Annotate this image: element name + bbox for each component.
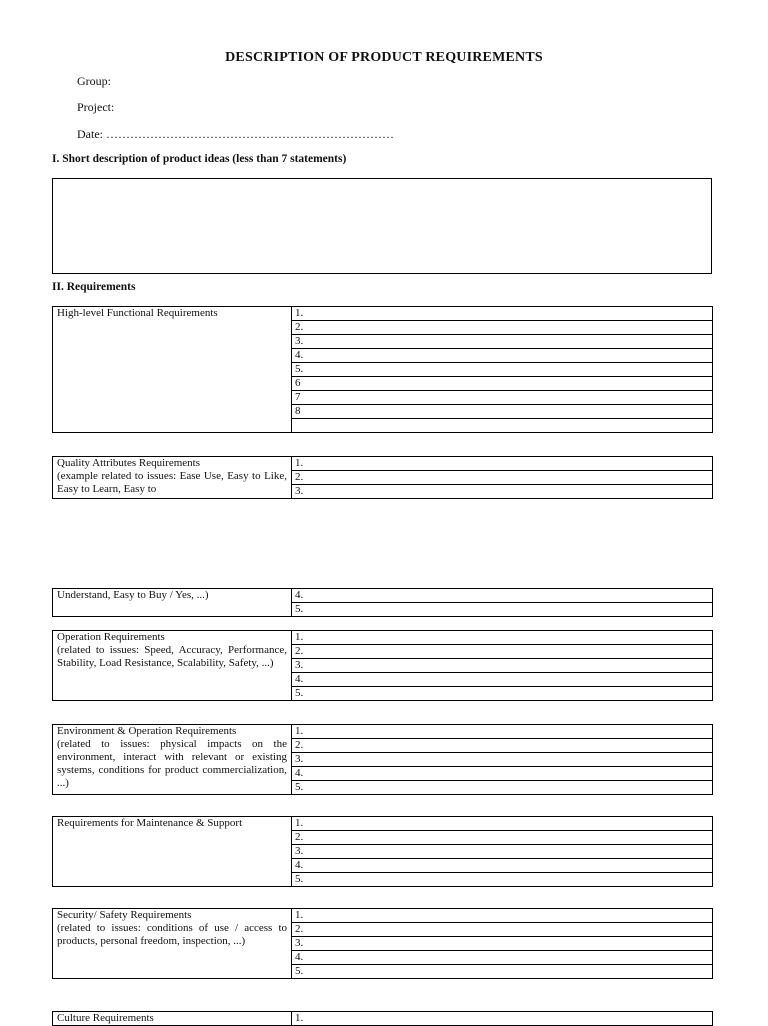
requirement-label: Security/ Safety Requirements: [57, 909, 192, 921]
requirement-entry-cell[interactable]: 5.: [292, 965, 713, 979]
maintenance-label-cell: [53, 817, 292, 887]
table-row: [53, 725, 713, 739]
requirement-entry-cell[interactable]: 5.: [292, 603, 713, 617]
requirement-entry-cell[interactable]: 2.: [292, 321, 713, 335]
culture-label-cell: [53, 1012, 292, 1026]
table-row: [53, 1012, 713, 1026]
requirement-entry-cell[interactable]: [292, 419, 713, 433]
date-field[interactable]: Date: ………………………………………………………………: [77, 127, 394, 141]
requirement-entry-cell[interactable]: 4.: [292, 673, 713, 687]
environment-requirements-table: [52, 724, 713, 795]
requirement-description: (related to issues: conditions of use / access to products, personal freedom, inspection, ...): [57, 922, 287, 947]
requirement-entry-cell[interactable]: 2.: [292, 645, 713, 659]
table-row: [53, 817, 713, 831]
operation-label-cell: [53, 631, 292, 701]
environment-label-cell: [53, 725, 292, 795]
requirement-entry-cell[interactable]: 5.: [292, 781, 713, 795]
table-row: [53, 909, 713, 923]
requirement-label: Operation Requirements: [57, 631, 165, 643]
requirement-description: (example related to issues: Ease Use, Easy to Like, Easy to Learn, Easy to: [57, 470, 287, 495]
requirement-entry-cell[interactable]: 1.: [292, 307, 713, 321]
requirement-entry-cell[interactable]: 2.: [292, 739, 713, 753]
requirement-entry-cell[interactable]: 1.: [292, 817, 713, 831]
requirement-entry-cell[interactable]: 6: [292, 377, 713, 391]
requirement-entry-cell[interactable]: 8: [292, 405, 713, 419]
requirement-entry-cell[interactable]: 1.: [292, 457, 713, 471]
requirement-entry-cell[interactable]: 1.: [292, 909, 713, 923]
security-label-cell: [53, 909, 292, 979]
requirement-entry-cell[interactable]: 4.: [292, 859, 713, 873]
requirement-entry-cell[interactable]: 3.: [292, 335, 713, 349]
security-requirements-table: [52, 908, 713, 979]
group-field[interactable]: Group:: [77, 74, 111, 88]
project-field[interactable]: Project:: [77, 100, 115, 114]
quality-continued-requirements-table: [52, 588, 713, 617]
requirement-entry-cell[interactable]: 4.: [292, 349, 713, 363]
requirement-entry-cell[interactable]: 3.: [292, 659, 713, 673]
requirement-entry-cell[interactable]: 1.: [292, 725, 713, 739]
requirement-entry-cell[interactable]: 4.: [292, 589, 713, 603]
requirement-entry-cell[interactable]: 4.: [292, 951, 713, 965]
requirement-description: (related to issues: Speed, Accuracy, Performance, Stability, Load Resistance, Scalability, Safety, ...): [57, 644, 287, 669]
requirement-label: Environment & Operation Requirements: [57, 725, 237, 737]
requirement-entry-cell[interactable]: 4.: [292, 767, 713, 781]
quality-label-cell: [53, 457, 292, 499]
product-ideas-box[interactable]: [52, 178, 712, 274]
requirement-entry-cell[interactable]: 5.: [292, 873, 713, 887]
section-heading-requirements: II. Requirements: [52, 281, 136, 293]
page-title: DESCRIPTION OF PRODUCT REQUIREMENTS: [225, 50, 543, 65]
maintenance-requirements-table: [52, 816, 713, 887]
quality-continued-label-cell: [53, 589, 292, 617]
requirement-entry-cell[interactable]: 2.: [292, 923, 713, 937]
quality-requirements-table: [52, 456, 713, 499]
table-row: [53, 631, 713, 645]
requirement-label: High-level Functional Requirements: [57, 307, 218, 319]
functional-label-cell: [53, 307, 292, 433]
table-row: [53, 589, 713, 603]
requirement-entry-cell[interactable]: 3.: [292, 845, 713, 859]
requirement-entry-cell[interactable]: 3.: [292, 937, 713, 951]
operation-requirements-table: [52, 630, 713, 701]
requirement-entry-cell[interactable]: 3.: [292, 753, 713, 767]
table-row: [53, 307, 713, 321]
requirement-label: Quality Attributes Requirements: [57, 457, 200, 469]
requirement-entry-cell[interactable]: 5.: [292, 687, 713, 701]
requirement-description: (related to issues: physical impacts on the environment, interact with relevant or existing systems, conditions for product commercialization, ...): [57, 738, 287, 789]
requirement-entry-cell[interactable]: 5.: [292, 363, 713, 377]
requirement-label: Requirements for Maintenance & Support: [57, 817, 243, 829]
requirement-entry-cell[interactable]: 7: [292, 391, 713, 405]
requirement-entry-cell[interactable]: 1.: [292, 631, 713, 645]
section-heading-short-description: I. Short description of product ideas (less than 7 statements): [52, 153, 347, 165]
functional-requirements-table: [52, 306, 713, 433]
table-row: [53, 457, 713, 471]
requirement-entry-cell[interactable]: 1.: [292, 1012, 713, 1026]
requirement-entry-cell[interactable]: 3.: [292, 485, 713, 499]
requirement-entry-cell[interactable]: 2.: [292, 831, 713, 845]
requirement-label: Culture Requirements: [57, 1012, 154, 1024]
requirement-entry-cell[interactable]: 2.: [292, 471, 713, 485]
requirement-label: Understand, Easy to Buy / Yes, ...): [57, 589, 209, 601]
